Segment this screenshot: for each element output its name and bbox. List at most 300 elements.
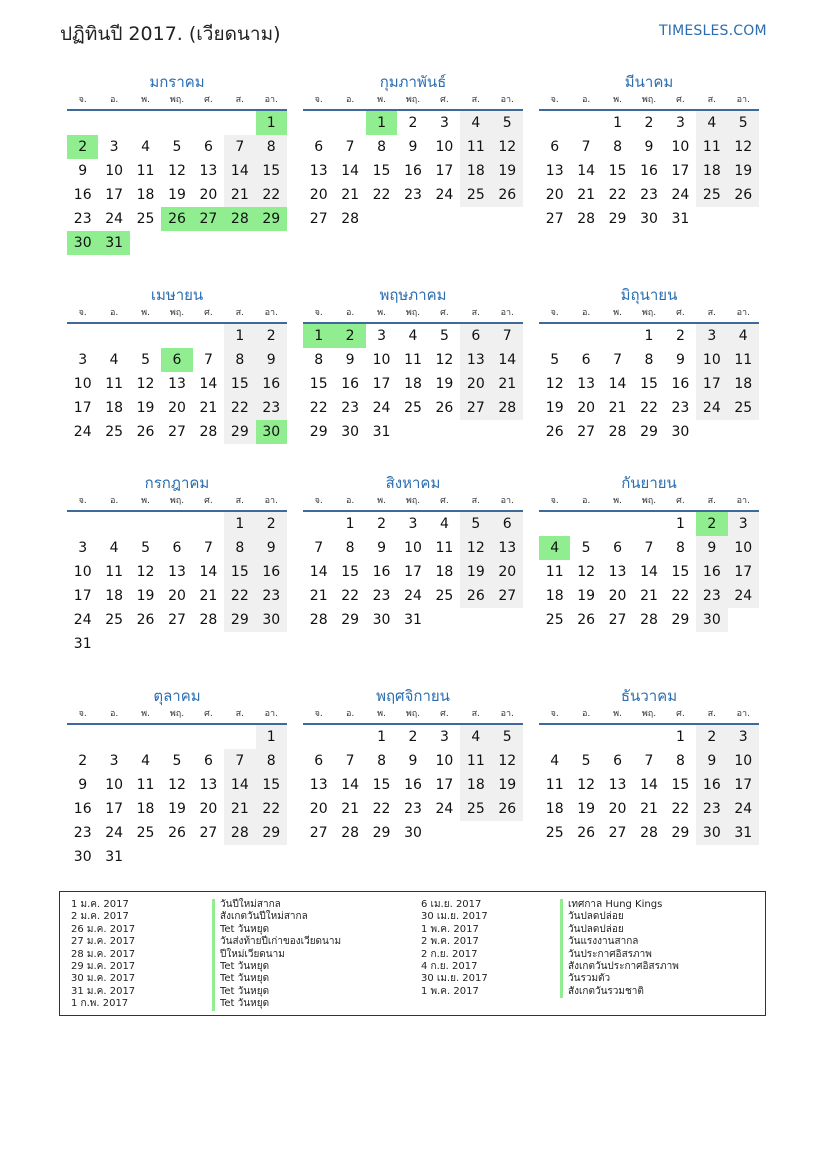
day-cell[interactable]: 28 [199,424,218,440]
day-cell[interactable]: 12 [577,777,596,793]
day-cell[interactable]: 20 [309,187,328,203]
holiday-day-cell[interactable]: 29 [256,207,287,231]
day-cell[interactable]: 10 [728,749,759,773]
day-cell[interactable]: 9 [256,536,287,560]
day-cell[interactable]: 15 [671,777,690,793]
day-cell[interactable]: 31 [671,211,690,227]
day-cell[interactable]: 9 [78,163,88,179]
day-cell[interactable]: 6 [581,352,591,368]
day-cell[interactable]: 3 [439,729,449,745]
day-cell[interactable]: 26 [577,612,596,628]
day-cell[interactable]: 23 [404,801,422,817]
day-cell[interactable]: 22 [341,588,360,604]
day-cell[interactable]: 25 [435,588,454,604]
day-cell[interactable]: 30 [372,612,391,628]
day-cell[interactable]: 13 [309,777,328,793]
day-cell[interactable]: 6 [314,139,324,155]
day-cell[interactable]: 5 [581,540,591,556]
day-cell[interactable]: 19 [545,400,564,416]
day-cell[interactable]: 6 [314,753,324,769]
day-cell[interactable]: 10 [404,540,422,556]
day-cell[interactable]: 20 [492,560,523,584]
day-cell[interactable]: 6 [460,324,491,348]
day-cell[interactable]: 20 [199,187,218,203]
day-cell[interactable]: 30 [341,424,360,440]
day-cell[interactable]: 11 [696,135,727,159]
day-cell[interactable]: 4 [109,540,119,556]
day-cell[interactable]: 29 [671,612,690,628]
day-cell[interactable]: 9 [696,536,727,560]
day-cell[interactable]: 19 [435,376,454,392]
day-cell[interactable]: 14 [608,376,627,392]
day-cell[interactable]: 13 [577,376,596,392]
day-cell[interactable]: 28 [492,396,523,420]
day-cell[interactable]: 27 [577,424,596,440]
day-cell[interactable]: 24 [671,187,690,203]
day-cell[interactable]: 29 [309,424,328,440]
day-cell[interactable]: 24 [404,588,422,604]
day-cell[interactable]: 26 [460,584,491,608]
day-cell[interactable]: 3 [78,540,88,556]
day-cell[interactable]: 24 [105,825,124,841]
day-cell[interactable]: 6 [172,540,182,556]
day-cell[interactable]: 14 [309,564,328,580]
day-cell[interactable]: 17 [404,564,422,580]
day-cell[interactable]: 11 [105,376,124,392]
day-cell[interactable]: 23 [696,584,727,608]
day-cell[interactable]: 12 [168,163,186,179]
day-cell[interactable]: 20 [545,187,564,203]
day-cell[interactable]: 31 [372,424,391,440]
day-cell[interactable]: 17 [671,163,690,179]
day-cell[interactable]: 15 [224,372,255,396]
day-cell[interactable]: 9 [644,139,654,155]
day-cell[interactable]: 28 [640,825,658,841]
day-cell[interactable]: 26 [728,183,759,207]
day-cell[interactable]: 28 [309,612,328,628]
day-cell[interactable]: 12 [492,749,523,773]
day-cell[interactable]: 4 [109,352,119,368]
day-cell[interactable]: 17 [728,560,759,584]
day-cell[interactable]: 3 [109,139,119,155]
day-cell[interactable]: 28 [199,612,218,628]
day-cell[interactable]: 7 [581,139,591,155]
day-cell[interactable]: 2 [675,328,685,344]
day-cell[interactable]: 23 [341,400,360,416]
holiday-day-cell[interactable]: 1 [256,111,287,135]
day-cell[interactable]: 20 [199,801,218,817]
day-cell[interactable]: 6 [492,512,523,536]
day-cell[interactable]: 26 [492,797,523,821]
day-cell[interactable]: 24 [73,612,92,628]
day-cell[interactable]: 18 [545,588,564,604]
day-cell[interactable]: 1 [345,516,355,532]
day-cell[interactable]: 20 [608,588,627,604]
day-cell[interactable]: 10 [728,536,759,560]
day-cell[interactable]: 28 [341,211,360,227]
day-cell[interactable]: 17 [372,376,391,392]
day-cell[interactable]: 27 [545,211,564,227]
day-cell[interactable]: 18 [105,400,124,416]
day-cell[interactable]: 21 [492,372,523,396]
day-cell[interactable]: 13 [608,777,627,793]
day-cell[interactable]: 2 [377,516,387,532]
day-cell[interactable]: 22 [309,400,328,416]
day-cell[interactable]: 14 [341,777,360,793]
day-cell[interactable]: 22 [224,584,255,608]
day-cell[interactable]: 22 [372,801,391,817]
day-cell[interactable]: 19 [168,187,186,203]
day-cell[interactable]: 27 [608,825,627,841]
day-cell[interactable]: 7 [203,540,213,556]
day-cell[interactable]: 15 [640,376,658,392]
day-cell[interactable]: 23 [73,211,92,227]
day-cell[interactable]: 16 [256,372,287,396]
day-cell[interactable]: 8 [224,348,255,372]
day-cell[interactable]: 8 [345,540,355,556]
day-cell[interactable]: 3 [377,328,387,344]
day-cell[interactable]: 25 [136,211,155,227]
day-cell[interactable]: 8 [644,352,654,368]
day-cell[interactable]: 9 [408,139,418,155]
day-cell[interactable]: 1 [675,729,685,745]
day-cell[interactable]: 16 [341,376,360,392]
day-cell[interactable]: 15 [608,163,627,179]
day-cell[interactable]: 13 [168,564,186,580]
day-cell[interactable]: 19 [728,159,759,183]
day-cell[interactable]: 17 [73,588,92,604]
day-cell[interactable]: 11 [545,564,564,580]
day-cell[interactable]: 2 [696,725,727,749]
day-cell[interactable]: 23 [372,588,391,604]
day-cell[interactable]: 22 [671,801,690,817]
day-cell[interactable]: 8 [613,139,623,155]
day-cell[interactable]: 4 [696,111,727,135]
day-cell[interactable]: 29 [256,821,287,845]
day-cell[interactable]: 21 [640,588,658,604]
day-cell[interactable]: 15 [256,773,287,797]
day-cell[interactable]: 22 [256,183,287,207]
day-cell[interactable]: 21 [309,588,328,604]
day-cell[interactable]: 8 [314,352,324,368]
day-cell[interactable]: 5 [172,139,182,155]
day-cell[interactable]: 20 [577,400,596,416]
day-cell[interactable]: 3 [78,352,88,368]
day-cell[interactable]: 18 [696,159,727,183]
day-cell[interactable]: 12 [492,135,523,159]
day-cell[interactable]: 5 [728,111,759,135]
holiday-day-cell[interactable]: 30 [67,231,98,255]
day-cell[interactable]: 30 [671,424,690,440]
day-cell[interactable]: 27 [309,825,328,841]
day-cell[interactable]: 29 [341,612,360,628]
day-cell[interactable]: 1 [224,324,255,348]
day-cell[interactable]: 10 [435,753,454,769]
day-cell[interactable]: 20 [460,372,491,396]
day-cell[interactable]: 11 [460,749,491,773]
day-cell[interactable]: 29 [640,424,658,440]
holiday-day-cell[interactable]: 6 [161,348,192,372]
day-cell[interactable]: 28 [608,424,627,440]
day-cell[interactable]: 13 [199,777,218,793]
day-cell[interactable]: 29 [224,608,255,632]
day-cell[interactable]: 29 [671,825,690,841]
day-cell[interactable]: 8 [256,135,287,159]
day-cell[interactable]: 21 [199,588,218,604]
day-cell[interactable]: 29 [224,420,255,444]
day-cell[interactable]: 17 [435,163,454,179]
day-cell[interactable]: 14 [224,773,255,797]
day-cell[interactable]: 10 [696,348,727,372]
day-cell[interactable]: 29 [608,211,627,227]
day-cell[interactable]: 14 [492,348,523,372]
day-cell[interactable]: 23 [404,187,422,203]
day-cell[interactable]: 16 [696,560,727,584]
day-cell[interactable]: 2 [78,753,88,769]
day-cell[interactable]: 30 [404,825,422,841]
day-cell[interactable]: 10 [105,163,124,179]
day-cell[interactable]: 2 [256,512,287,536]
day-cell[interactable]: 12 [136,376,155,392]
holiday-day-cell[interactable]: 1 [303,324,334,348]
day-cell[interactable]: 8 [377,139,387,155]
day-cell[interactable]: 1 [613,115,623,131]
day-cell[interactable]: 12 [168,777,186,793]
day-cell[interactable]: 22 [640,400,658,416]
day-cell[interactable]: 10 [372,352,391,368]
day-cell[interactable]: 22 [372,187,391,203]
day-cell[interactable]: 8 [256,749,287,773]
day-cell[interactable]: 7 [613,352,623,368]
day-cell[interactable]: 5 [460,512,491,536]
day-cell[interactable]: 31 [728,821,759,845]
day-cell[interactable]: 5 [492,725,523,749]
day-cell[interactable]: 3 [109,753,119,769]
day-cell[interactable]: 11 [105,564,124,580]
day-cell[interactable]: 26 [577,825,596,841]
day-cell[interactable]: 8 [675,540,685,556]
day-cell[interactable]: 27 [309,211,328,227]
day-cell[interactable]: 14 [577,163,596,179]
day-cell[interactable]: 6 [613,540,623,556]
day-cell[interactable]: 20 [168,400,186,416]
holiday-day-cell[interactable]: 1 [366,111,397,135]
day-cell[interactable]: 23 [696,797,727,821]
day-cell[interactable]: 5 [550,352,560,368]
day-cell[interactable]: 4 [141,139,151,155]
day-cell[interactable]: 27 [199,825,218,841]
day-cell[interactable]: 10 [435,139,454,155]
day-cell[interactable]: 4 [728,324,759,348]
day-cell[interactable]: 7 [345,753,355,769]
day-cell[interactable]: 7 [492,324,523,348]
day-cell[interactable]: 19 [136,400,155,416]
day-cell[interactable]: 17 [105,187,124,203]
day-cell[interactable]: 30 [73,849,92,865]
day-cell[interactable]: 12 [460,536,491,560]
day-cell[interactable]: 16 [73,801,92,817]
day-cell[interactable]: 23 [671,400,690,416]
holiday-day-cell[interactable]: 4 [539,536,570,560]
day-cell[interactable]: 8 [377,753,387,769]
day-cell[interactable]: 16 [640,163,658,179]
day-cell[interactable]: 7 [644,540,654,556]
day-cell[interactable]: 27 [492,584,523,608]
day-cell[interactable]: 12 [435,352,454,368]
day-cell[interactable]: 19 [577,801,596,817]
day-cell[interactable]: 5 [439,328,449,344]
day-cell[interactable]: 1 [377,729,387,745]
day-cell[interactable]: 17 [435,777,454,793]
day-cell[interactable]: 7 [224,135,255,159]
day-cell[interactable]: 7 [644,753,654,769]
day-cell[interactable]: 26 [435,400,454,416]
day-cell[interactable]: 22 [256,797,287,821]
day-cell[interactable]: 11 [545,777,564,793]
day-cell[interactable]: 8 [224,536,255,560]
day-cell[interactable]: 25 [545,612,564,628]
holiday-day-cell[interactable]: 26 [161,207,192,231]
day-cell[interactable]: 11 [404,352,422,368]
day-cell[interactable]: 27 [168,424,186,440]
day-cell[interactable]: 21 [640,801,658,817]
day-cell[interactable]: 11 [435,540,454,556]
day-cell[interactable]: 15 [256,159,287,183]
day-cell[interactable]: 16 [73,187,92,203]
day-cell[interactable]: 16 [671,376,690,392]
day-cell[interactable]: 12 [728,135,759,159]
day-cell[interactable]: 6 [203,753,213,769]
day-cell[interactable]: 24 [696,396,727,420]
day-cell[interactable]: 23 [256,396,287,420]
day-cell[interactable]: 7 [224,749,255,773]
day-cell[interactable]: 10 [105,777,124,793]
day-cell[interactable]: 15 [671,564,690,580]
day-cell[interactable]: 4 [460,725,491,749]
day-cell[interactable]: 11 [136,777,155,793]
day-cell[interactable]: 29 [372,825,391,841]
day-cell[interactable]: 3 [408,516,418,532]
day-cell[interactable]: 31 [404,612,422,628]
day-cell[interactable]: 11 [460,135,491,159]
day-cell[interactable]: 16 [404,777,422,793]
day-cell[interactable]: 24 [728,797,759,821]
day-cell[interactable]: 21 [341,801,360,817]
day-cell[interactable]: 9 [696,749,727,773]
day-cell[interactable]: 25 [545,825,564,841]
day-cell[interactable]: 8 [675,753,685,769]
day-cell[interactable]: 28 [640,612,658,628]
day-cell[interactable]: 28 [577,211,596,227]
day-cell[interactable]: 16 [256,560,287,584]
day-cell[interactable]: 11 [728,348,759,372]
day-cell[interactable]: 25 [460,797,491,821]
day-cell[interactable]: 12 [545,376,564,392]
day-cell[interactable]: 7 [203,352,213,368]
day-cell[interactable]: 5 [581,753,591,769]
day-cell[interactable]: 5 [172,753,182,769]
day-cell[interactable]: 26 [492,183,523,207]
day-cell[interactable]: 19 [460,560,491,584]
day-cell[interactable]: 15 [341,564,360,580]
holiday-day-cell[interactable]: 2 [67,135,98,159]
day-cell[interactable]: 3 [728,512,759,536]
day-cell[interactable]: 13 [199,163,218,179]
day-cell[interactable]: 22 [224,396,255,420]
day-cell[interactable]: 1 [675,516,685,532]
day-cell[interactable]: 13 [545,163,564,179]
day-cell[interactable]: 3 [675,115,685,131]
day-cell[interactable]: 16 [372,564,391,580]
day-cell[interactable]: 15 [372,163,391,179]
day-cell[interactable]: 26 [545,424,564,440]
day-cell[interactable]: 24 [105,211,124,227]
day-cell[interactable]: 15 [372,777,391,793]
day-cell[interactable]: 24 [435,187,454,203]
day-cell[interactable]: 30 [256,608,287,632]
day-cell[interactable]: 13 [309,163,328,179]
day-cell[interactable]: 9 [675,352,685,368]
day-cell[interactable]: 18 [460,159,491,183]
day-cell[interactable]: 15 [309,376,328,392]
day-cell[interactable]: 14 [199,564,218,580]
day-cell[interactable]: 19 [492,159,523,183]
day-cell[interactable]: 4 [141,753,151,769]
day-cell[interactable]: 7 [345,139,355,155]
day-cell[interactable]: 23 [73,825,92,841]
day-cell[interactable]: 2 [408,115,418,131]
day-cell[interactable]: 9 [256,348,287,372]
holiday-day-cell[interactable]: 27 [193,207,224,231]
day-cell[interactable]: 21 [608,400,627,416]
day-cell[interactable]: 30 [696,821,727,845]
day-cell[interactable]: 3 [696,324,727,348]
day-cell[interactable]: 16 [696,773,727,797]
day-cell[interactable]: 18 [404,376,422,392]
day-cell[interactable]: 22 [671,588,690,604]
day-cell[interactable]: 20 [608,801,627,817]
day-cell[interactable]: 5 [141,352,151,368]
day-cell[interactable]: 20 [168,588,186,604]
day-cell[interactable]: 12 [577,564,596,580]
site-logo-text[interactable]: TIMESLES.COM [659,23,767,39]
day-cell[interactable]: 21 [199,400,218,416]
holiday-day-cell[interactable]: 30 [256,420,287,444]
day-cell[interactable]: 19 [577,588,596,604]
day-cell[interactable]: 13 [460,348,491,372]
day-cell[interactable]: 4 [460,111,491,135]
day-cell[interactable]: 25 [404,400,422,416]
day-cell[interactable]: 14 [640,777,658,793]
day-cell[interactable]: 14 [199,376,218,392]
day-cell[interactable]: 14 [640,564,658,580]
day-cell[interactable]: 9 [345,352,355,368]
day-cell[interactable]: 13 [608,564,627,580]
day-cell[interactable]: 19 [136,588,155,604]
day-cell[interactable]: 1 [644,328,654,344]
day-cell[interactable]: 25 [728,396,759,420]
day-cell[interactable]: 2 [408,729,418,745]
day-cell[interactable]: 30 [640,211,658,227]
holiday-day-cell[interactable]: 2 [334,324,365,348]
day-cell[interactable]: 30 [696,608,727,632]
day-cell[interactable]: 24 [728,584,759,608]
day-cell[interactable]: 10 [73,376,92,392]
day-cell[interactable]: 27 [608,612,627,628]
day-cell[interactable]: 3 [728,725,759,749]
day-cell[interactable]: 18 [435,564,454,580]
day-cell[interactable]: 18 [105,588,124,604]
